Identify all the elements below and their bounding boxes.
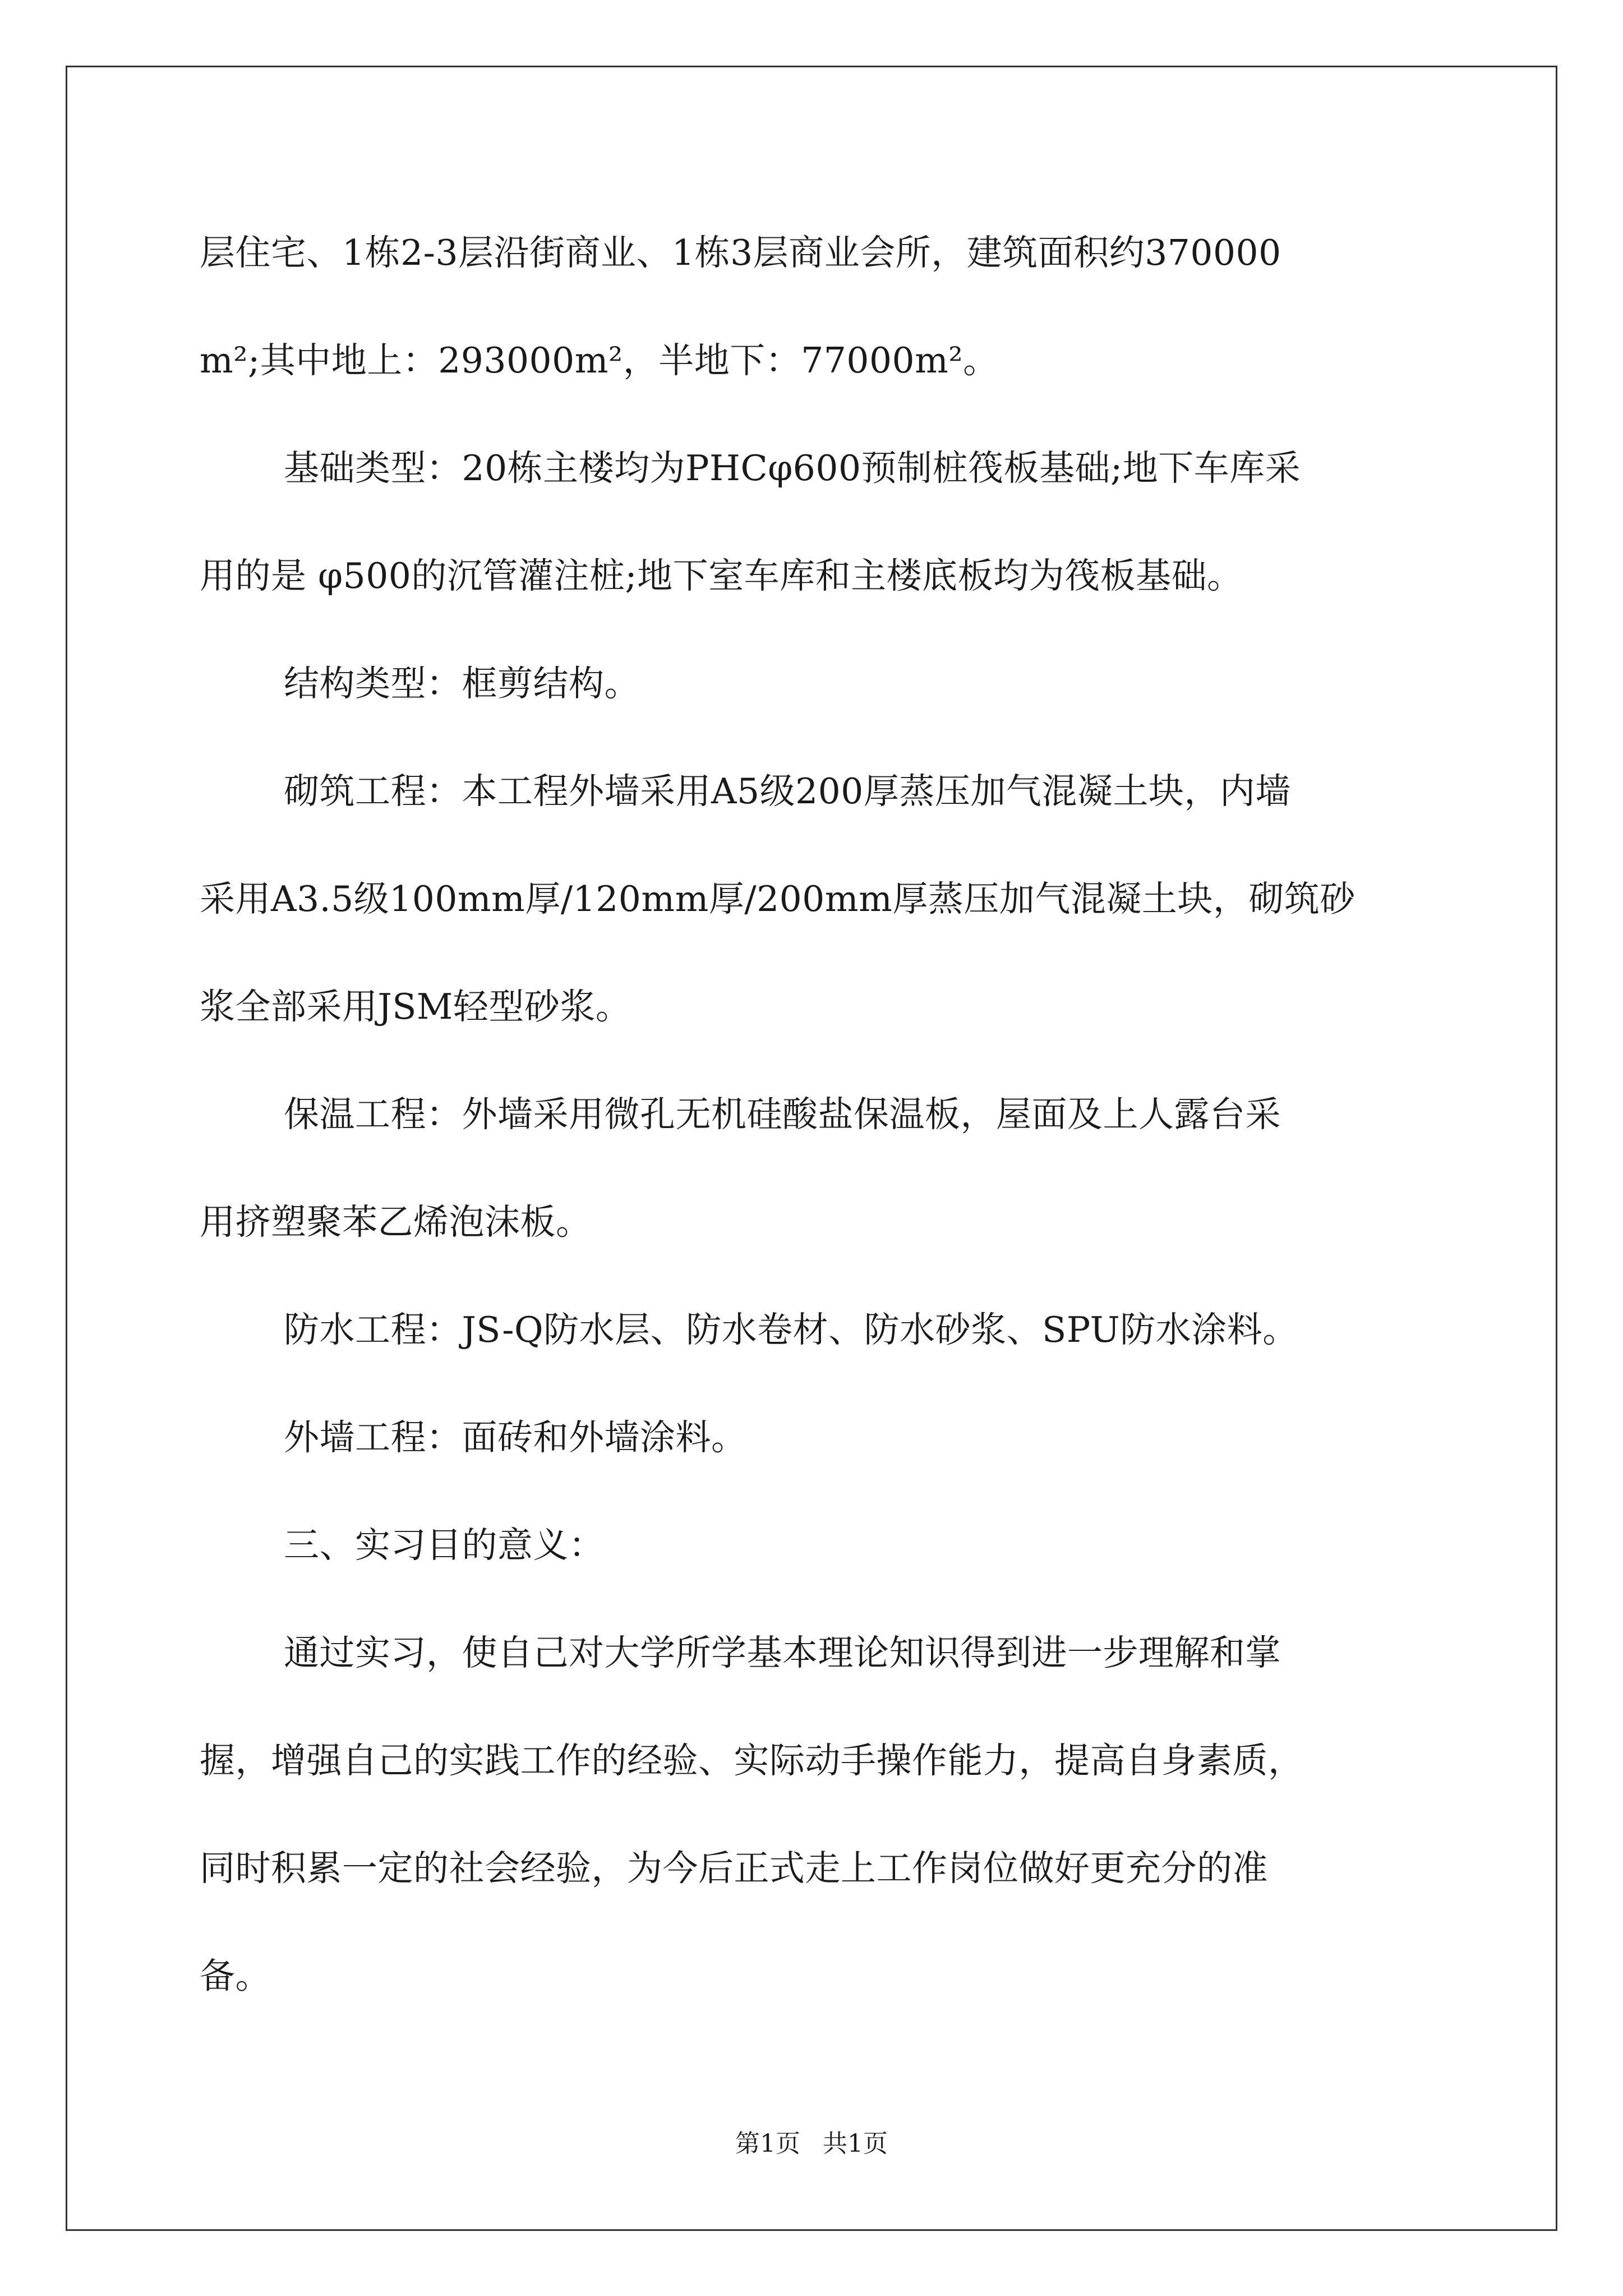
text-line: 备。 — [200, 1955, 271, 1996]
section-heading: 三、实习目的意义： — [284, 1525, 605, 1566]
text-line: 用挤塑聚苯乙烯泡沫板。 — [200, 1202, 592, 1243]
text-line: m²;其中地上：293000m²，半地下：77000m²。 — [200, 340, 999, 381]
paragraph-purpose: 通过实习，使自己对大学所学基本理论知识得到进一步理解和掌 — [284, 1632, 1281, 1673]
paragraph-foundation: 基础类型：20栋主楼均为PHCφ600预制桩筏板基础;地下车库采 — [284, 448, 1301, 489]
paragraph-structure: 结构类型：框剪结构。 — [284, 663, 640, 704]
text-line: 浆全部采用JSM轻型砂浆。 — [200, 986, 631, 1027]
text-line: 层住宅、1栋2-3层沿街商业、1栋3层商业会所，建筑面积约370000 — [200, 232, 1281, 273]
page-footer — [0, 2127, 1623, 2161]
text-line: 采用A3.5级100mm厚/120mm厚/200mm厚蒸压加气混凝土块，砌筑砂 — [200, 878, 1355, 919]
text-line: 同时积累一定的社会经验，为今后正式走上工作岗位做好更充分的准 — [200, 1848, 1268, 1889]
paragraph-masonry: 砌筑工程：本工程外墙采用A5级200厚蒸压加气混凝土块，内墙 — [284, 771, 1291, 812]
text-line: 握，增强自己的实践工作的经验、实际动手操作能力，提高自身素质， — [200, 1740, 1304, 1781]
paragraph-insulation: 保温工程：外墙采用微孔无机硅酸盐保温板，屋面及上人露台采 — [284, 1094, 1281, 1135]
page-number: 第1页 — [735, 2129, 800, 2158]
paragraph-exterior-wall: 外墙工程：面砖和外墙涂料。 — [284, 1417, 747, 1458]
text-line: 用的是 φ500的沉管灌注桩;地下室车库和主楼底板均为筏板基础。 — [200, 555, 1243, 596]
page-total: 共1页 — [823, 2129, 888, 2158]
paragraph-waterproof: 防水工程：JS-Q防水层、防水卷材、防水砂浆、SPU防水涂料。 — [284, 1309, 1298, 1350]
document-body — [200, 199, 1447, 2030]
